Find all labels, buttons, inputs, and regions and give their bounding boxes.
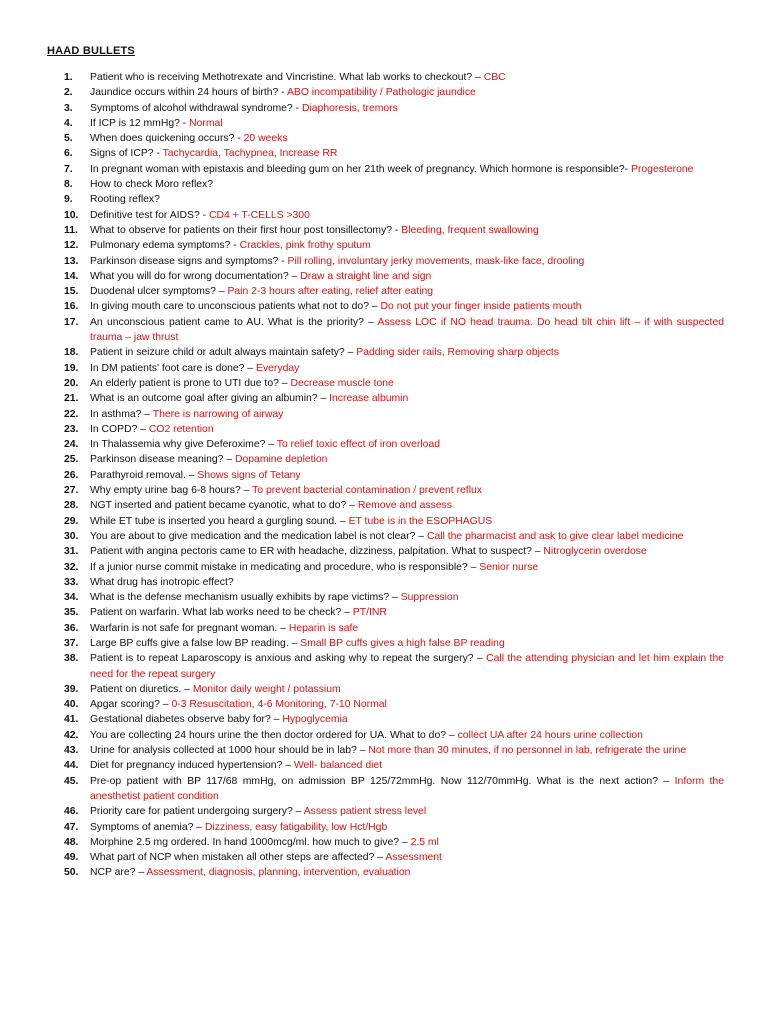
answer-text: Small BP cuffs gives a high false BP reading [300,637,505,649]
answer-text: Decrease muscle tone [290,377,394,389]
question-text: What you will do for wrong documentation? – [90,270,301,282]
item-number: 7. [64,163,73,175]
question-text: Warfarin is not safe for pregnant woman. – [90,622,289,634]
question-text: While ET tube is inserted you heard a gurgling sound. – [90,515,349,527]
question-text: Urine for analysis collected at 1000 hour should be in lab? – [90,745,369,757]
question-text: If ICP is 12 mmHg? - [90,117,190,129]
item-text [90,728,724,743]
item-text [90,835,724,850]
list-item [52,529,724,544]
item-number: 44. [64,760,79,772]
item-text [90,452,724,467]
item-number: 49. [64,852,79,864]
item-number: 26. [64,469,79,481]
item-number: 33. [64,576,79,588]
item-text [90,498,724,513]
question-text: Patient who is receiving Methotrexate and Vincristine. What lab works to checkout? – [90,72,484,83]
question-text: Duodenal ulcer symptoms? – [90,286,228,298]
question-text: In pregnant woman with epistaxis and bleeding gum on her 21th week of pregnancy. Which hormone is responsible?- [90,163,632,175]
item-number: 35. [64,607,79,619]
question-text: Pre-op patient with BP 117/68 mmHg, on admission BP 125/72mmHg. Now 112/70mmHg. What is the next action? – [90,775,675,787]
item-number: 22. [64,408,79,420]
item-number: 13. [64,255,79,267]
item-text [90,254,724,269]
answer-text: Senior nurse [479,561,539,573]
item-number: 15. [64,286,79,298]
item-text [90,865,724,880]
item-text [90,177,724,192]
answer-text: Nitroglycerin overdose [543,546,647,558]
list-item [52,804,724,819]
list-item [52,284,724,299]
item-text [90,223,724,238]
item-number: 20. [64,377,79,389]
list-item [52,850,724,865]
answer-text: There is narrowing of airway [152,408,284,420]
item-number: 40. [64,699,79,711]
item-number: 10. [64,209,79,221]
answer-text: Remove and assess [357,500,452,512]
item-number: 4. [64,117,73,129]
list-item [52,697,724,712]
question-text: Morphine 2.5 mg ordered. In hand 1000mcg/ml. how much to give? – [90,836,411,848]
item-number: 42. [64,729,79,741]
list-item [52,682,724,697]
item-text [90,192,724,207]
item-text [90,269,724,284]
list-item [52,651,724,682]
list-item [52,498,724,513]
item-text [90,712,724,727]
item-text [90,575,724,590]
item-text [90,85,724,100]
list-item [52,299,724,314]
answer-text: Inform the anesthetist patient condition [90,775,724,802]
question-text: What drug has inotropic effect? [90,576,234,588]
item-text [90,284,724,299]
list-item [52,407,724,422]
answer-text: Assess LOC if NO head trauma. Do head tilt chin lift – if with suspected trauma – jaw thrust [90,316,725,344]
question-text: An unconscious patient came to AU. What is the priority? – [90,316,378,328]
item-text [90,376,724,391]
item-number: 36. [64,622,79,634]
answer-text: Not more than 30 minutes, if no personnel in lab, refrigerate the urine [368,745,687,757]
item-text [90,697,724,712]
question-text: Why empty urine bag 6-8 hours? – [90,485,253,497]
list-item [52,85,724,100]
item-number: 50. [64,867,79,879]
item-number: 24. [64,439,79,451]
answer-text: Suppression [400,592,459,604]
question-text: Pulmonary edema symptoms? - [90,240,240,252]
item-text [90,315,724,346]
item-number: 30. [64,530,79,542]
list-item [52,820,724,835]
question-text: Symptoms of anemia? – [90,821,205,833]
question-text: In Thalassemia why give Deferoxime? – [90,439,277,451]
question-text: How to check Moro reflex? [90,179,214,191]
question-text: You are collecting 24 hours urine the then doctor ordered for UA. What to do? – [90,729,458,741]
answer-text: Dizziness, easy fatigability, low Hct/Hgb [204,821,388,833]
list-item [52,575,724,590]
question-text: Patient with angina pectoris came to ER with headache, dizziness, palpitation. What to suspect? – [90,546,544,558]
item-text [90,146,724,161]
answer-text: Bleeding, frequent swallowing [401,224,539,236]
list-item [52,146,724,161]
question-text: Gestational diabetes observe baby for? – [90,714,283,726]
item-number: 23. [64,423,79,435]
item-text [90,514,724,529]
item-text [90,483,724,498]
question-text: Definitive test for AIDS? - [90,209,209,221]
question-text: What part of NCP when mistaken all other steps are affected? – [90,852,386,864]
list-item [52,835,724,850]
item-text [90,468,724,483]
answer-text: Call the pharmacist and ask to give clear label medicine [426,530,684,542]
list-item [52,452,724,467]
list-item [52,437,724,452]
item-text [90,345,724,360]
answer-text: Shows signs of Tetany [197,469,301,481]
question-text: NCP are? – [90,867,147,879]
list-item [52,361,724,376]
item-number: 3. [64,102,73,114]
question-text: What is the defense mechanism usually exhibits by rape victims? – [90,592,401,604]
question-text: What to observe for patients on their first hour post tonsillectomy? - [90,224,402,236]
item-number: 6. [64,148,73,160]
answer-text: Dopamine depletion [234,454,328,466]
question-text: Patient on diuretics. – [90,683,193,695]
answer-text: Tachycardia, Tachypnea, Increase RR [162,148,338,160]
item-text [90,437,724,452]
list-item [52,177,724,192]
item-number: 12. [64,240,79,252]
item-text [90,636,724,651]
list-item [52,162,724,177]
list-item [52,590,724,605]
item-number: 32. [64,561,79,573]
question-text: An elderly patient is prone to UTI due to? – [90,377,291,389]
item-text [90,238,724,253]
item-text [90,544,724,559]
item-text [90,101,724,116]
list-item [52,422,724,437]
answer-text: Increase albumin [329,393,409,405]
item-number: 43. [64,745,79,757]
item-text [90,804,724,819]
list-item [52,865,724,880]
item-text [90,361,724,376]
question-text: In DM patients' foot care is done? – [90,362,257,374]
item-text [90,758,724,773]
item-text [90,131,724,146]
item-number: 11. [64,224,78,236]
item-number: 39. [64,683,79,695]
question-text: When does quickening occurs? - [90,133,244,145]
question-text: In asthma? – [90,408,153,420]
bullet-list [52,70,724,881]
answer-text: Monitor daily weight / potassium [192,683,341,695]
item-number: 48. [64,836,79,848]
answer-text: Assessment, diagnosis, planning, intervention, evaluation [146,867,411,879]
item-number: 8. [64,179,73,191]
answer-text: collect UA after 24 hours urine collection [457,729,643,741]
item-number: 25. [64,454,79,466]
item-text [90,407,724,422]
question-text: Signs of ICP? - [90,148,163,160]
question-text: Patient on warfarin. What lab works need to be check? – [90,607,353,619]
item-number: 37. [64,637,79,649]
answer-text: CD4 + T-CELLS >300 [208,209,310,221]
item-number: 47. [64,821,79,833]
answer-text: Diaphoresis, tremors [301,102,398,114]
list-item [52,712,724,727]
question-text: Patient is to repeat Laparoscopy is anxious and asking why to repeat the surgery? – [90,653,487,665]
list-item [52,468,724,483]
answer-text: ABO incompatibility / Pathologic jaundice [286,87,476,99]
item-number: 1. [64,72,73,83]
list-item [52,223,724,238]
list-item [52,131,724,146]
list-item [52,605,724,620]
question-text: Large BP cuffs give a false low BP reading. – [90,637,301,649]
item-number: 45. [64,775,79,787]
item-text [90,162,724,177]
answer-text: CBC [483,72,506,83]
item-number: 2. [64,87,73,99]
document-title: HAAD BULLETS [47,45,135,57]
answer-text: Pain 2-3 hours after eating, relief after eating [227,286,434,298]
list-item [52,376,724,391]
item-number: 17. [64,316,79,328]
item-text [90,70,724,85]
item-number: 34. [64,592,79,604]
list-item [52,758,724,773]
question-text: In COPD? – [90,423,149,435]
list-item [52,315,724,346]
answer-text: Progesterone [631,163,694,175]
question-text: Diet for pregnancy induced hypertension? – [90,760,294,772]
list-item [52,514,724,529]
item-text [90,560,724,575]
list-item [52,560,724,575]
list-item [52,544,724,559]
item-text [90,743,724,758]
item-number: 38. [64,653,79,665]
question-text: Jaundice occurs within 24 hours of birth? - [90,87,287,99]
answer-text: 2.5 ml [410,836,439,848]
question-text: Priority care for patient undergoing surgery? – [90,806,304,818]
list-item [52,345,724,360]
answer-text: PT/INR [352,607,387,619]
answer-text: Normal [189,117,223,129]
item-number: 27. [64,485,79,497]
answer-text: 20 weeks [243,133,288,145]
list-item [52,192,724,207]
item-number: 29. [64,515,79,527]
question-text: Parkinson disease meaning? – [90,454,235,466]
answer-text: ET tube is in the ESOPHAGUS [348,515,493,527]
item-number: 19. [64,362,79,374]
answer-text: Draw a straight line and sign [300,270,432,282]
list-item [52,254,724,269]
answer-text: Hypoglycemia [282,714,348,726]
item-text [90,682,724,697]
answer-text: To prevent bacterial contamination / prevent reflux [252,485,482,497]
list-item [52,269,724,284]
item-text [90,422,724,437]
answer-text: Everyday [256,362,300,374]
list-item [52,116,724,131]
list-item [52,636,724,651]
list-item [52,70,724,85]
list-item [52,391,724,406]
question-text: In giving mouth care to unconscious patients what not to do? – [90,301,381,313]
question-text: You are about to give medication and the medication label is not clear? – [90,530,427,542]
question-text: Symptoms of alcohol withdrawal syndrome? - [90,102,302,114]
answer-text: Crackles, pink frothy sputum [239,240,371,252]
item-number: 28. [64,500,79,512]
question-text: If a junior nurse commit mistake in medicating and procedure, who is responsible? – [90,561,480,573]
question-text: Patient in seizure child or adult always maintain safety? – [90,347,357,359]
item-number: 18. [64,347,79,359]
item-number: 14. [64,270,79,282]
question-text: Rooting reflex? [90,194,160,206]
list-item [52,101,724,116]
item-text [90,605,724,620]
item-text [90,850,724,865]
item-number: 41. [64,714,79,726]
answer-text: Assess patient stress level [303,806,427,818]
answer-text: Assessment [385,852,442,864]
question-text: Apgar scoring? – [90,699,172,711]
list-item [52,728,724,743]
item-text [90,116,724,131]
item-text [90,651,724,682]
answer-text: Pill rolling, involuntary jerky movements, mask-like face, drooling [287,255,585,267]
answer-text: Well- balanced diet [293,760,383,772]
item-text [90,208,724,223]
answer-text: Call the attending physician and let him explain the need for the repeat surgery [90,653,725,680]
item-text [90,299,724,314]
item-text [90,590,724,605]
answer-text: CO2 retention [148,423,214,435]
item-text [90,529,724,544]
list-item [52,743,724,758]
answer-text: To relief toxic effect of iron overload [276,439,441,451]
item-text [90,391,724,406]
item-text [90,774,724,805]
question-text: NGT inserted and patient became cyanotic, what to do? – [90,500,358,512]
item-text [90,820,724,835]
answer-text: 0-3 Resuscitation, 4-6 Monitoring, 7-10 Normal [171,699,387,711]
question-text: Parkinson disease signs and symptoms? - [90,255,288,267]
item-text [90,621,724,636]
list-item [52,238,724,253]
item-number: 46. [64,806,79,818]
question-text: Parathyroid removal. – [90,469,198,481]
list-item [52,774,724,805]
list-item [52,621,724,636]
list-item [52,208,724,223]
item-number: 31. [64,546,79,558]
item-number: 9. [64,194,73,206]
list-item [52,483,724,498]
answer-text: Padding sider rails, Removing sharp objects [356,347,559,359]
answer-text: Do not put your finger inside patients mouth [380,301,582,313]
item-number: 21. [64,393,79,405]
item-number: 5. [64,133,73,145]
answer-text: Heparin is safe [288,622,359,634]
item-number: 16. [64,301,79,313]
question-text: What is an outcome goal after giving an albumin? – [90,393,330,405]
